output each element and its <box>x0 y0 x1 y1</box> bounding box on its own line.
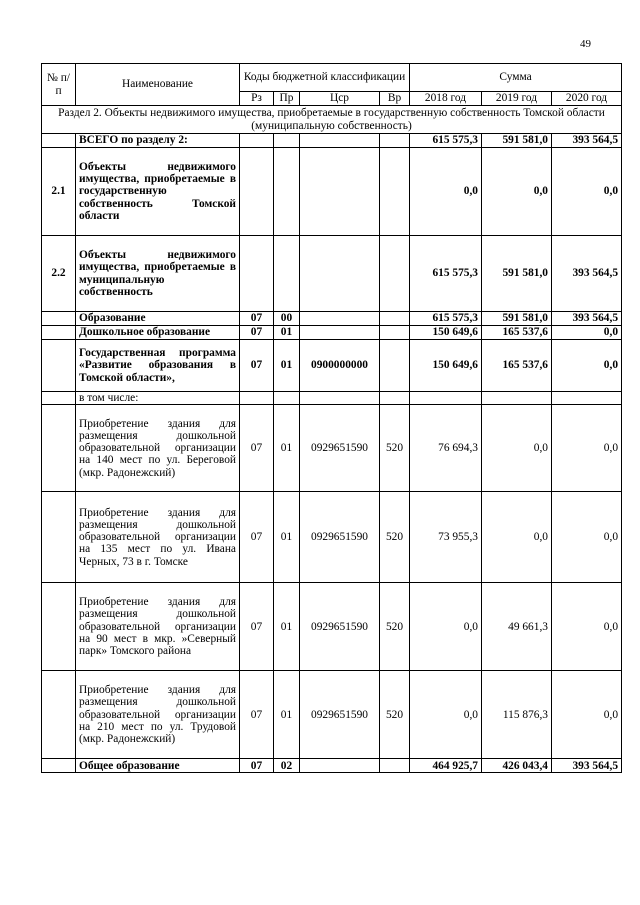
row-rz: 07 <box>240 492 274 583</box>
row-csr <box>300 759 380 773</box>
row-rz: 07 <box>240 671 274 759</box>
row-sum-2019: 165 537,6 <box>482 326 552 340</box>
row-rz <box>240 392 274 405</box>
row-sum-2018: 0,0 <box>410 148 482 236</box>
row-vr <box>380 134 410 148</box>
row-vr <box>380 148 410 236</box>
row-sum-2020 <box>552 392 622 405</box>
row-sum-2020: 393 564,5 <box>552 236 622 312</box>
row-pr <box>274 134 300 148</box>
row-csr: 0929651590 <box>300 492 380 583</box>
row-sum-2019: 0,0 <box>482 492 552 583</box>
row-sum-2020: 0,0 <box>552 326 622 340</box>
header-pr: Пр <box>274 92 300 106</box>
row-csr: 0900000000 <box>300 340 380 392</box>
row-pr: 01 <box>274 671 300 759</box>
row-name: Государственная программа «Развитие образования в Томской области», <box>76 340 240 392</box>
row-vr <box>380 392 410 405</box>
row-sum-2018: 150 649,6 <box>410 340 482 392</box>
header-sum: Сумма <box>410 64 622 92</box>
row-sum-2019: 0,0 <box>482 405 552 492</box>
row-number <box>42 340 76 392</box>
row-csr <box>300 312 380 326</box>
row-sum-2018: 0,0 <box>410 583 482 671</box>
table-row <box>42 492 622 583</box>
row-vr: 520 <box>380 583 410 671</box>
section-title: Раздел 2. Объекты недвижимого имущества, приобретаемые в государственную собственность Томской области (муниципальную собственность) <box>42 106 622 134</box>
row-pr: 01 <box>274 340 300 392</box>
row-pr: 02 <box>274 759 300 773</box>
row-sum-2020: 0,0 <box>552 583 622 671</box>
header-name: Наименование <box>76 64 240 106</box>
row-sum-2019: 0,0 <box>482 148 552 236</box>
row-sum-2018: 615 575,3 <box>410 134 482 148</box>
row-sum-2019: 591 581,0 <box>482 134 552 148</box>
row-sum-2020: 0,0 <box>552 492 622 583</box>
row-csr <box>300 148 380 236</box>
row-name: в том числе: <box>76 392 240 405</box>
row-vr <box>380 312 410 326</box>
row-csr: 0929651590 <box>300 671 380 759</box>
row-csr: 0929651590 <box>300 405 380 492</box>
row-rz: 07 <box>240 340 274 392</box>
row-number <box>42 134 76 148</box>
table-row <box>42 148 622 236</box>
row-sum-2019: 591 581,0 <box>482 312 552 326</box>
row-csr <box>300 236 380 312</box>
header-num: № п/п <box>42 64 76 106</box>
row-sum-2018: 615 575,3 <box>410 312 482 326</box>
row-vr <box>380 326 410 340</box>
row-sum-2019: 591 581,0 <box>482 236 552 312</box>
row-sum-2018: 0,0 <box>410 671 482 759</box>
row-pr <box>274 236 300 312</box>
row-name: ВСЕГО по разделу 2: <box>76 134 240 148</box>
row-sum-2018: 615 575,3 <box>410 236 482 312</box>
header-csr: Цср <box>300 92 380 106</box>
row-pr <box>274 148 300 236</box>
row-sum-2018 <box>410 392 482 405</box>
row-vr: 520 <box>380 405 410 492</box>
row-number <box>42 583 76 671</box>
row-sum-2020: 393 564,5 <box>552 312 622 326</box>
row-rz: 07 <box>240 312 274 326</box>
row-sum-2019 <box>482 392 552 405</box>
row-sum-2018: 73 955,3 <box>410 492 482 583</box>
row-name: Объекты недвижимого имущества, приобретаемые в муниципальную собственность <box>76 236 240 312</box>
row-vr <box>380 236 410 312</box>
row-pr: 01 <box>274 405 300 492</box>
header-2019: 2019 год <box>482 92 552 106</box>
row-number <box>42 492 76 583</box>
row-sum-2019: 426 043,4 <box>482 759 552 773</box>
row-name: Дошкольное образование <box>76 326 240 340</box>
row-pr: 01 <box>274 492 300 583</box>
row-vr: 520 <box>380 492 410 583</box>
row-rz: 07 <box>240 405 274 492</box>
row-name: Приобретение здания для размещения дошкольной образовательной организации на 140 мест по ул. Береговой (мкр. Радонежский) <box>76 405 240 492</box>
row-number <box>42 312 76 326</box>
row-csr <box>300 326 380 340</box>
row-sum-2019: 115 876,3 <box>482 671 552 759</box>
row-rz <box>240 134 274 148</box>
row-vr <box>380 340 410 392</box>
row-sum-2020: 0,0 <box>552 671 622 759</box>
row-sum-2020: 0,0 <box>552 405 622 492</box>
row-rz: 07 <box>240 759 274 773</box>
table-row <box>42 326 622 340</box>
table-row <box>42 312 622 326</box>
row-rz: 07 <box>240 583 274 671</box>
row-pr: 00 <box>274 312 300 326</box>
row-number: 2.1 <box>42 148 76 236</box>
row-number <box>42 326 76 340</box>
table-row <box>42 759 622 773</box>
row-name: Приобретение здания для размещения дошкольной образовательной организации на 90 мест в мкр. »Северный парк» Томского района <box>76 583 240 671</box>
header-vr: Вр <box>380 92 410 106</box>
header-codes: Коды бюджетной классификации <box>240 64 410 92</box>
row-sum-2018: 150 649,6 <box>410 326 482 340</box>
row-vr: 520 <box>380 671 410 759</box>
row-sum-2020: 393 564,5 <box>552 759 622 773</box>
row-name: Приобретение здания для размещения дошкольной образовательной организации на 135 мест по ул. Ивана Черных, 73 в г. Томске <box>76 492 240 583</box>
row-csr <box>300 392 380 405</box>
table-header <box>42 64 622 106</box>
row-rz <box>240 236 274 312</box>
row-rz <box>240 148 274 236</box>
row-pr <box>274 392 300 405</box>
row-csr: 0929651590 <box>300 583 380 671</box>
row-sum-2019: 49 661,3 <box>482 583 552 671</box>
table-row <box>42 236 622 312</box>
row-pr: 01 <box>274 326 300 340</box>
table-row <box>42 405 622 492</box>
row-rz: 07 <box>240 326 274 340</box>
row-number <box>42 405 76 492</box>
budget-table <box>41 63 622 773</box>
row-number <box>42 759 76 773</box>
table-row <box>42 671 622 759</box>
row-name: Приобретение здания для размещения дошкольной образовательной организации на 210 мест по ул. Трудовой (мкр. Радонежский) <box>76 671 240 759</box>
table-row <box>42 583 622 671</box>
row-sum-2019: 165 537,6 <box>482 340 552 392</box>
row-sum-2020: 0,0 <box>552 148 622 236</box>
header-2020: 2020 год <box>552 92 622 106</box>
header-2018: 2018 год <box>410 92 482 106</box>
row-number <box>42 671 76 759</box>
table-row <box>42 134 622 148</box>
row-sum-2020: 0,0 <box>552 340 622 392</box>
row-name: Образование <box>76 312 240 326</box>
header-rz: Рз <box>240 92 274 106</box>
row-name: Общее образование <box>76 759 240 773</box>
row-sum-2018: 76 694,3 <box>410 405 482 492</box>
table-row <box>42 340 622 392</box>
table-row <box>42 392 622 405</box>
row-sum-2020: 393 564,5 <box>552 134 622 148</box>
row-name: Объекты недвижимого имущества, приобретаемые в государственную собственность Томской области <box>76 148 240 236</box>
page-number: 49 <box>580 38 591 50</box>
row-vr <box>380 759 410 773</box>
row-sum-2018: 464 925,7 <box>410 759 482 773</box>
row-pr: 01 <box>274 583 300 671</box>
row-number <box>42 392 76 405</box>
row-number: 2.2 <box>42 236 76 312</box>
row-csr <box>300 134 380 148</box>
